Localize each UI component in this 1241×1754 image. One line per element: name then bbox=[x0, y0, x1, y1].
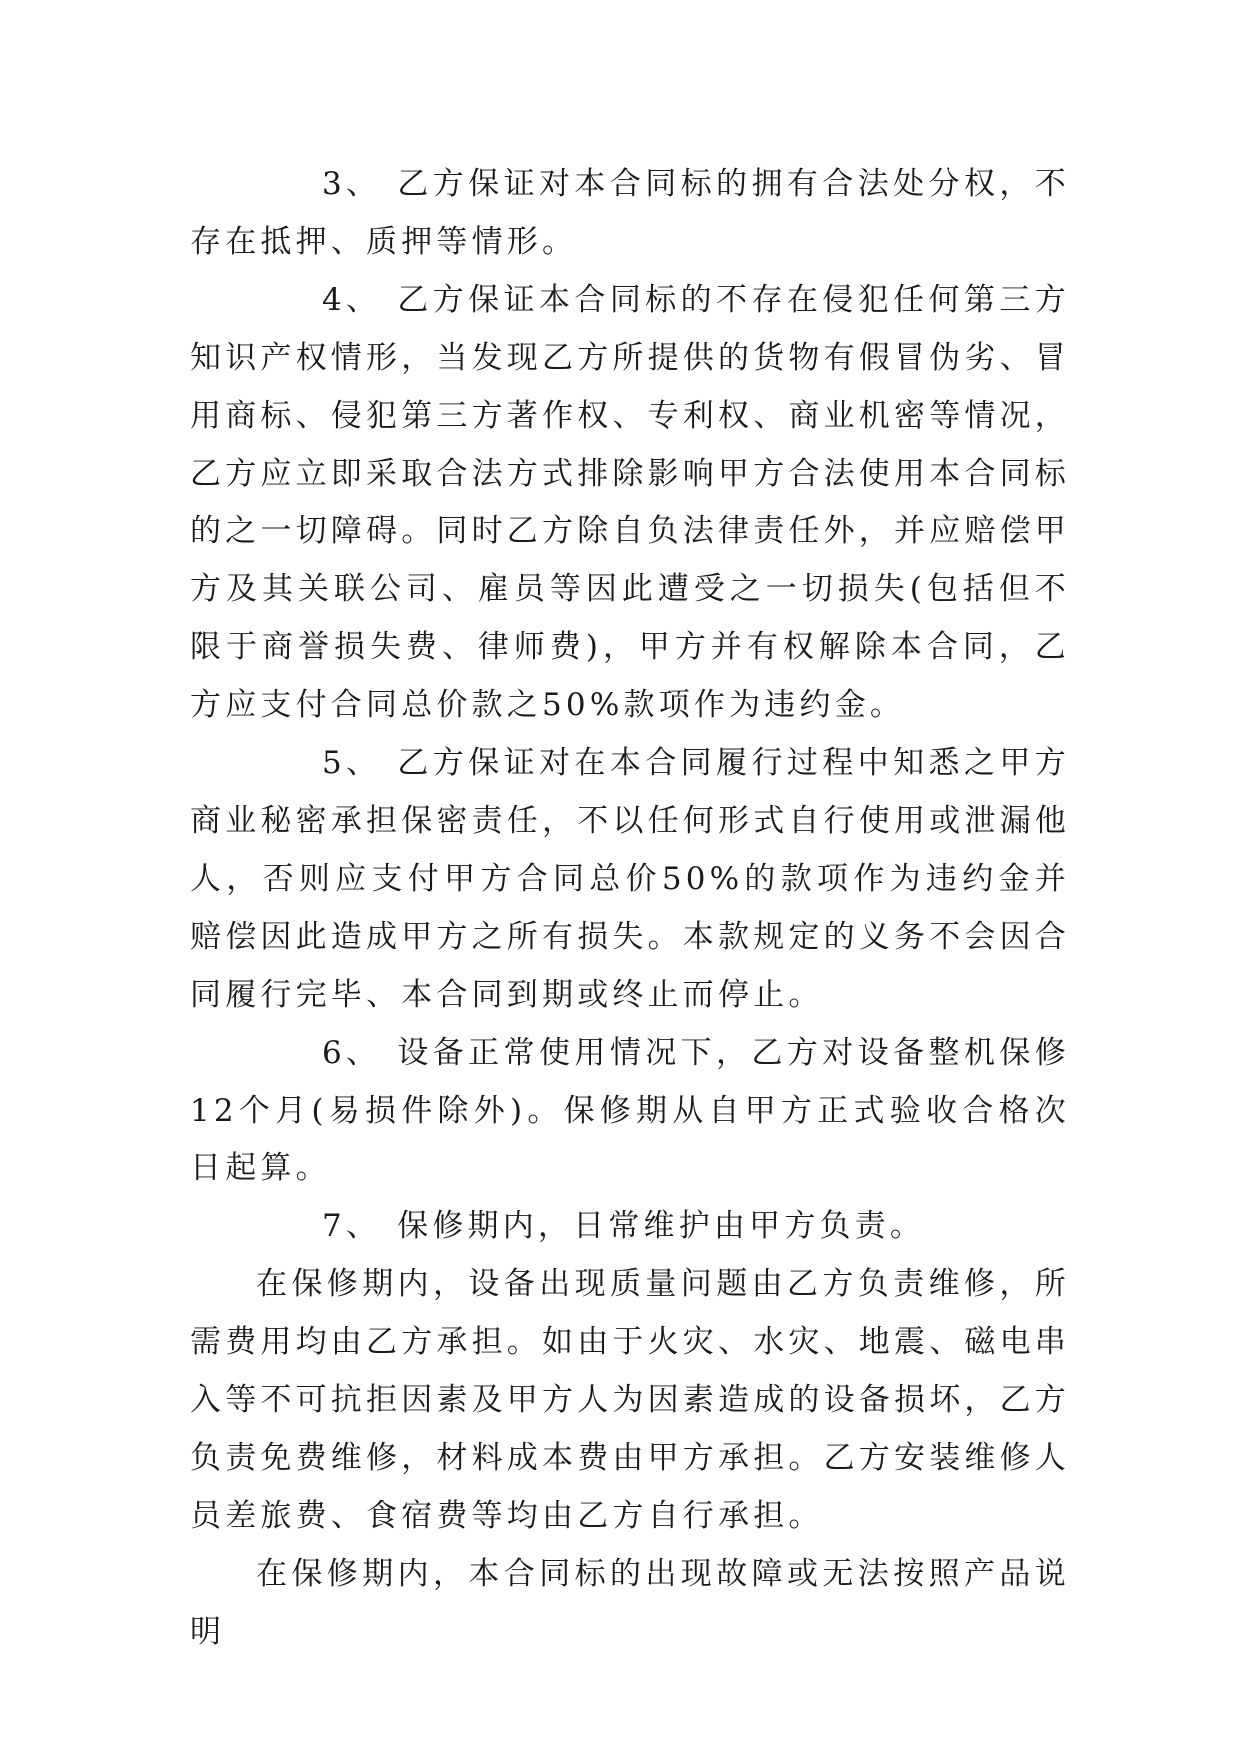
warranty-paragraph bbox=[190, 1256, 1070, 1546]
warranty-paragraph-continued bbox=[190, 1546, 1070, 1662]
clause-5 bbox=[190, 735, 1070, 1025]
clause-4 bbox=[190, 272, 1070, 735]
clause-number: 5、 bbox=[322, 745, 382, 782]
clause-number: 3、 bbox=[322, 166, 382, 202]
paragraph-text: 在保修期内，设备出现质量问题由乙方负责维修，所需费用均由乙方承担。如由于火灾、水灾、地震、磁电串入等不可抗拒因素及甲方人为因素造成的设备损坏，乙方负责免费维修，材料成本费由甲方承担。乙方安装维修人员差旅费、食宿费等均由乙方自行承担。 bbox=[190, 1266, 1070, 1534]
clause-number: 4、 bbox=[322, 281, 382, 318]
contract-text bbox=[190, 156, 1070, 1662]
clause-6 bbox=[190, 1025, 1070, 1199]
clause-7 bbox=[190, 1198, 1070, 1256]
clause-number: 7、 bbox=[322, 1208, 382, 1245]
clause-text: 保修期内，日常维护由甲方负责。 bbox=[397, 1208, 926, 1245]
clause-text: 乙方保证对在本合同履行过程中知悉之甲方商业秘密承担保密责任，不以任何形式自行使用或泄漏他人，否则应支付甲方合同总价50%的款项作为违约金并赔偿因此造成甲方之所有损失。本款规定的义务不会因合同履行完毕、本合同到期或终止而停止。 bbox=[190, 745, 1070, 1013]
clause-text: 乙方保证本合同标的不存在侵犯任何第三方知识产权情形，当发现乙方所提供的货物有假冒伪劣、冒用商标、侵犯第三方著作权、专利权、商业机密等情况，乙方应立即采取合法方式排除影响甲方合法使用本合同标的之一切障碍。同时乙方除自负法律责任外，并应赔偿甲方及其关联公司、雇员等因此遭受之一切损失(包括但不限于商誉损失费、律师费)，甲方并有权解除本合同，乙方应支付合同总价款之50%款项作为违约金。 bbox=[190, 281, 1070, 724]
clause-text: 乙方保证对本合同标的拥有合法处分权，不存在抵押、质押等情形。 bbox=[190, 166, 1070, 260]
clause-number: 6、 bbox=[322, 1034, 382, 1071]
clause-3 bbox=[190, 156, 1070, 272]
clause-text: 设备正常使用情况下，乙方对设备整机保修12个月(易损件除外)。保修期从自甲方正式验收合格次日起算。 bbox=[190, 1034, 1070, 1187]
paragraph-text: 在保修期内，本合同标的出现故障或无法按照产品说明 bbox=[190, 1555, 1070, 1650]
